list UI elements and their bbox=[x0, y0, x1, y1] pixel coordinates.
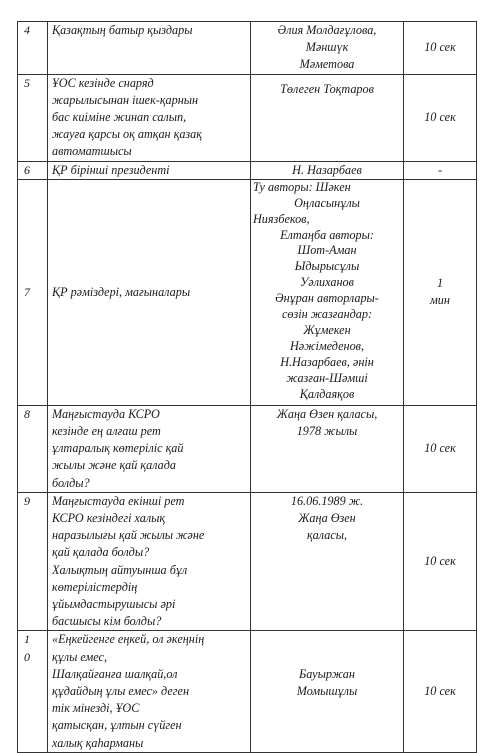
row-number: 4 bbox=[18, 22, 48, 75]
answer-cell: Төлеген Тоқтаров bbox=[251, 74, 404, 161]
answer-cell: 16.06.1989 ж. Жаңа Өзен қаласы, bbox=[251, 492, 404, 631]
table-row bbox=[18, 22, 477, 75]
question-cell: ҚР бірінші президенті bbox=[48, 161, 251, 179]
time-cell: 10 сек bbox=[404, 74, 477, 161]
time-cell: 1 мин bbox=[404, 179, 477, 405]
quiz-table bbox=[17, 21, 477, 753]
row-number: 7 bbox=[18, 179, 48, 405]
table-row bbox=[18, 74, 477, 161]
question-cell: Маңғыстауда екінші рет КСРО кезіндегі халық наразылығы қай жылы және қай қалада болды? Халықтың айтуынша бұл көтерілістердің ұйымдастырушысы әрі басшысы кім болды? bbox=[48, 492, 251, 631]
answer-cell: Жаңа Өзен қаласы, 1978 жылы bbox=[251, 405, 404, 492]
time-cell: - bbox=[404, 161, 477, 179]
question-cell: Маңғыстауда КСРО кезінде ең алғаш рет ұлтаралық көтеріліс қай жылы және қай қалада болды? bbox=[48, 405, 251, 492]
answer-cell: Әлия Молдағұлова, Мәншүк Мәметова bbox=[251, 22, 404, 75]
table-row bbox=[18, 631, 477, 752]
question-cell: «Еңкейгенге еңкей, ол әкеңнің құлы емес, Шалқайғанға шалқай,ол құдайдың ұлы емес» деген тік мінезді, ҰОС қатысқан, ұлтын сүйген халық қаһарманы bbox=[48, 631, 251, 752]
table-row bbox=[18, 161, 477, 179]
row-number: 9 bbox=[18, 492, 48, 631]
time-cell: 10 сек bbox=[404, 22, 477, 75]
row-number: 8 bbox=[18, 405, 48, 492]
time-cell: 10 сек bbox=[404, 631, 477, 752]
table-row bbox=[18, 492, 477, 631]
time-cell: 10 сек bbox=[404, 492, 477, 631]
answer-cell: Н. Назарбаев bbox=[251, 161, 404, 179]
question-cell: ҰОС кезінде снаряд жарылысынан ішек-қарнын бас киіміне жинап салып, жауға қарсы оқ атқан қазақ автоматшысы bbox=[48, 74, 251, 161]
row-number: 5 bbox=[18, 74, 48, 161]
answer-cell: Ту авторы: Шәкен Оңласынұлы Ниязбеков, Елтаңба авторы: Шот-Аман Ыдырысұлы Уәлиханов Әнұран авторлары- сөзін жазғандар: Жұмекен Нәжімеденов, Н.Назарбаев, әнін жазған-Шәмші Қалдаяқов bbox=[251, 179, 404, 405]
question-cell: ҚР рәміздері, мағыналары bbox=[48, 179, 251, 405]
time-cell: 10 сек bbox=[404, 405, 477, 492]
question-cell: Қазақтың батыр қыздары bbox=[48, 22, 251, 75]
answer-cell: Бауыржан Момышұлы bbox=[251, 631, 404, 752]
table-row bbox=[18, 405, 477, 492]
row-number: 1 0 bbox=[18, 631, 48, 752]
table-row bbox=[18, 179, 477, 405]
row-number: 6 bbox=[18, 161, 48, 179]
